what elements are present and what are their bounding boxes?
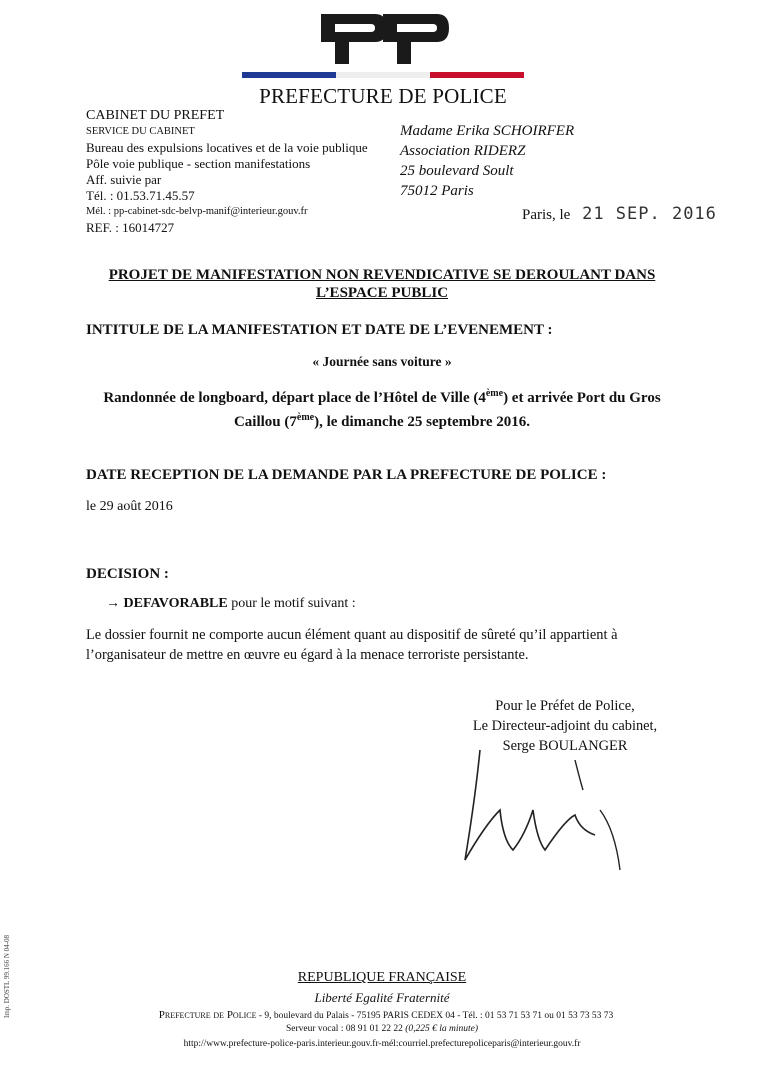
margin-print-note: Imp. DOSTL 99.166 N 04-08 xyxy=(3,935,11,1018)
reception-date: le 29 août 2016 xyxy=(86,499,173,514)
document-title-line2: L’ESPACE PUBLIC xyxy=(315,285,449,301)
sender-cabinet: CABINET DU PREFET xyxy=(86,108,225,123)
intitule-heading: INTITULE DE LA MANIFESTATION ET DATE DE L’EVENEMENT : xyxy=(86,322,553,338)
recipient-block xyxy=(400,121,574,201)
sender-service: SERVICE DU CABINET xyxy=(86,126,195,137)
decision-motif: Le dossier fournit ne comporte aucun élément quant au dispositif de sûreté qu’il appartient à l’organisateur de mettre en œuvre eu égard à la menace terroriste persistante. xyxy=(86,627,618,663)
dateline xyxy=(522,204,717,224)
sender-pole: Pôle voie publique - section manifestations xyxy=(86,156,311,171)
document-title xyxy=(86,266,678,302)
footer-republic: REPUBLIQUE FRANÇAISE xyxy=(297,970,467,985)
sender-email: Mél. : pp-cabinet-sdc-belvp-manif@interieur.gouv.fr xyxy=(86,206,308,217)
sender-ref: REF. : 16014727 xyxy=(86,220,175,235)
prefecture-pp-logo-icon xyxy=(313,8,455,70)
sender-suivie: Aff. suivie par xyxy=(86,172,162,187)
footer-address-rest: - 9, boulevard du Palais - 75195 PARIS CEDEX 04 - Tél. : 01 53 71 53 71 ou 01 53 73 53 73 xyxy=(256,1011,614,1021)
event-desc-c: ), le dimanche 25 septembre 2016. xyxy=(314,414,531,430)
event-desc-sup2: ème xyxy=(296,412,315,423)
event-name: « Journée sans voiture » xyxy=(312,354,452,369)
sender-tel: Tél. : 01.53.71.45.57 xyxy=(86,188,195,203)
footer-address xyxy=(86,1009,686,1021)
event-desc-a: Randonnée de longboard, départ place de l’Hôtel de Ville (4 xyxy=(103,390,486,406)
event-desc-sup1: ème xyxy=(485,388,504,399)
footer-address-sc: Prefecture de Police xyxy=(158,1009,257,1021)
date-stamp: 21 SEP. 2016 xyxy=(582,204,717,224)
flag-red xyxy=(430,72,524,78)
reception-heading: DATE RECEPTION DE LA DEMANDE PAR LA PREFECTURE DE POLICE : xyxy=(86,467,607,483)
recipient-street: 25 boulevard Soult xyxy=(400,163,514,179)
signature-line3: Serge BOULANGER xyxy=(502,738,628,754)
signature-line2: Le Directeur-adjoint du cabinet, xyxy=(472,718,658,734)
footer-web: http://www.prefecture-police-paris.interieur.gouv.fr-mél:courriel.prefecturepoliceparis@interieur.gouv.fr xyxy=(183,1039,581,1049)
flag-blue xyxy=(242,72,336,78)
footer-vocal-number: Serveur vocal : 08 91 01 22 22 xyxy=(285,1024,403,1034)
dateline-prefix: Paris, le xyxy=(522,207,571,223)
sender-block xyxy=(86,108,368,236)
decision-heading: DECISION : xyxy=(86,566,169,582)
decision-arrow-icon: → xyxy=(106,596,120,611)
footer-motto: Liberté Egalité Fraternité xyxy=(314,990,450,1005)
event-description xyxy=(86,384,678,432)
decision-value: DEFAVORABLE xyxy=(123,596,228,611)
event-desc-b: ) et arrivée Port du Gros Caillou (7 xyxy=(233,390,661,430)
tricolor-band xyxy=(242,72,524,78)
recipient-city: 75012 Paris xyxy=(400,183,474,199)
document-title-line1: PROJET DE MANIFESTATION NON REVENDICATIVE SE DEROULANT DANS xyxy=(108,267,656,283)
signature-line1: Pour le Préfet de Police, xyxy=(495,698,635,714)
handwritten-signature-icon xyxy=(455,740,630,880)
prefecture-title: PREFECTURE DE POLICE xyxy=(259,84,507,108)
sender-bureau: Bureau des expulsions locatives et de la voie publique xyxy=(86,140,368,155)
flag-white xyxy=(336,72,430,78)
decision-suffix: pour le motif suivant : xyxy=(231,596,356,611)
footer-vocal-price: (0,225 € la minute) xyxy=(405,1024,479,1034)
recipient-org: Association RIDERZ xyxy=(400,143,526,159)
footer-vocal xyxy=(86,1024,678,1034)
recipient-name: Madame Erika SCHOIRFER xyxy=(400,123,575,139)
decision-line xyxy=(106,596,356,612)
